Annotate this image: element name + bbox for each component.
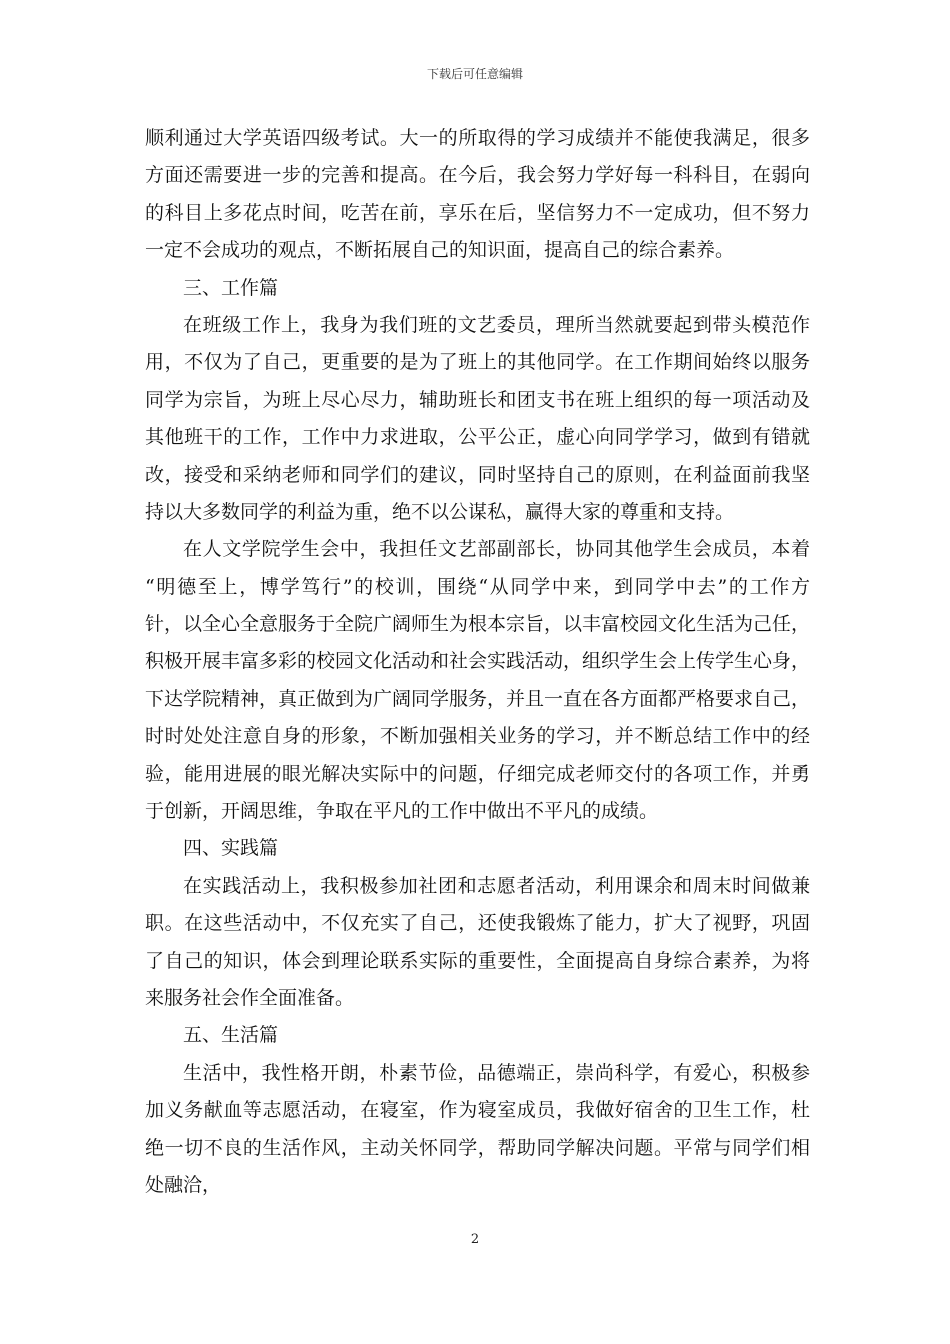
text-line: 下达学院精神，真正做到为广阔同学服务，并且一直在各方面都严格要求自己， [145,687,811,710]
text-line: 方面还需要进一步的完善和提高。在今后，我会努力学好每一科科目，在弱向 [145,164,810,187]
text-line: 在人文学院学生会中，我担任文艺部副部长，协同其他学生会成员，本着 [183,538,810,561]
text-line: 积极开展丰富多彩的校园文化活动和社会实践活动，组织学生会上传学生心身， [145,650,811,673]
text-line: 持以大多数同学的利益为重，绝不以公谋私，赢得大家的尊重和支持。 [145,500,735,523]
text-line: 加义务献血等志愿活动，在寝室，作为寝室成员，我做好宿舍的卫生工作，杜 [145,1099,810,1122]
text-line: 针，以全心全意服务于全院广阔师生为根本宗旨，以丰富校园文化生活为己任， [145,613,811,636]
text-line: 职。在这些活动中，不仅充实了自己，还使我锻炼了能力，扩大了视野，巩固 [145,912,810,935]
text-line: 用，不仅为了自己，更重要的是为了班上的其他同学。在工作期间始终以服务 [145,351,810,374]
text-line: 一定不会成功的观点，不断拓展自己的知识面，提高自己的综合素养。 [145,239,735,262]
text-line: 生活中，我性格开朗，朴素节俭，品德端正，崇尚科学，有爱心，积极参 [183,1061,810,1084]
page-number: 2 [470,1232,480,1247]
text-line: 在班级工作上，我身为我们班的文艺委员，理所当然就要起到带头模范作 [183,313,810,336]
text-line: 时时处处注意自身的形象，不断加强相关业务的学习，并不断总结工作中的经 [145,725,810,748]
text-line: 绝一切不良的生活作风，主动关怀同学，帮助同学解决问题。平常与同学们相 [145,1136,810,1159]
text-line: “明德至上，博学笃行”的校训，围绕“从同学中来，到同学中去”的工作方 [145,575,810,598]
text-line: 顺利通过大学英语四级考试。大一的所取得的学习成绩并不能使我满足，很多 [145,127,810,149]
text-line: 改，接受和采纳老师和同学们的建议，同时坚持自己的原则，在利益面前我坚 [145,463,810,486]
text-line: 三、工作篇 [183,276,279,299]
text-line: 了自己的知识，体会到理论联系实际的重要性，全面提高自身综合素养，为将 [145,949,810,972]
page-header: 下载后可任意编辑 [426,67,523,81]
text-line: 处融洽， [145,1173,222,1196]
text-line: 验，能用进展的眼光解决实际中的问题，仔细完成老师交付的各项工作，并勇 [145,762,810,785]
text-line: 来服务社会作全面准备。 [145,986,355,1009]
text-line: 四、实践篇 [183,837,279,860]
text-line: 在实践活动上，我积极参加社团和志愿者活动，利用课余和周末时间做兼 [183,874,810,897]
text-line: 同学为宗旨，为班上尽心尽力，辅助班长和团支书在班上组织的每一项活动及 [145,388,810,411]
text-line: 其他班干的工作，工作中力求进取，公平公正，虚心向同学学习，做到有错就 [145,426,810,449]
text-line: 的科目上多花点时间，吃苦在前，享乐在后，坚信努力不一定成功，但不努力 [145,201,810,224]
text-line: 五、生活篇 [183,1024,279,1047]
document-body [145,120,810,1204]
text-line: 于创新，开阔思维，争取在平凡的工作中做出不平凡的成绩。 [145,800,659,823]
